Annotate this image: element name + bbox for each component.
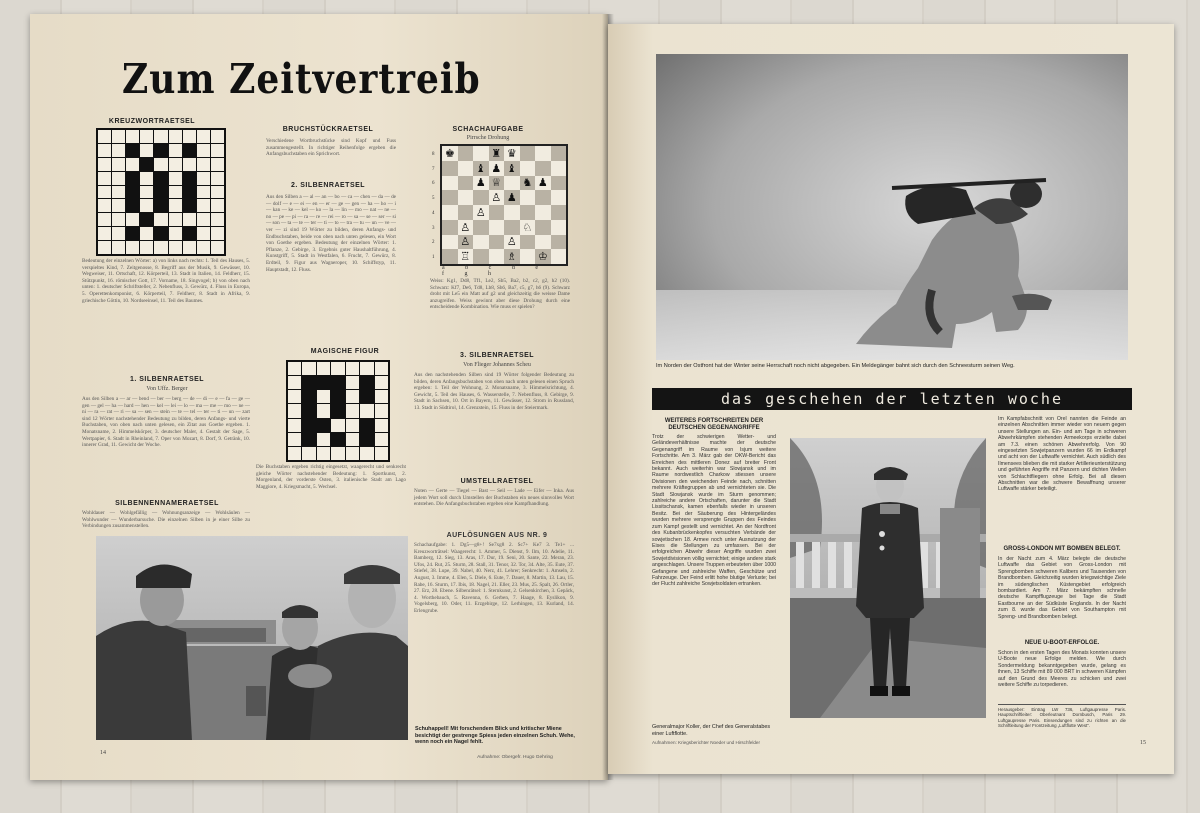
chess-square [473,235,489,250]
magic-figure-cell [375,433,388,446]
crossword-cell [211,227,224,240]
silbenraetsel2-text: Aus den Silben a — al — an — bo — ca — chen — da — de — dolf — e — ei — en — er — ge — gen — ha — ho — i — kan — ke — kel — ko — la — lin — mo — nat — ne — no — pe — pi — ra — re — rei — ro — sa — se — ser — si — son — ta — te — ter — ti — to — tra — tu — un — ve — ver — zi sind 19 Wörter zu bilden, deren Anfangs- und Endbuchstaben, beide von oben nach unten gelesen, ein Wort von Goethe ergeben. Bedeutung der einzelnen Wörter: 1. Pflanze, 2. Gebirge, 3. Ergebnis guter Haushaltführung, 4. Kunstgriff, 5. Stadt in Westfalen, 6. Frucht, 7. Gewürz, 8. Erdteil, 9. Figur aus Wagneroper, 10. Schiffstyp, 11. Hauptstadt, 12. Fluss. [266,194,396,273]
crossword-cell [183,241,196,254]
crossword-cell [211,144,224,157]
crossword-cell [197,199,210,212]
crossword-cell [98,241,111,254]
crossword-cell [169,213,182,226]
magic-figure-cell [288,447,301,460]
crossword-cell [98,227,111,240]
chess-square [504,176,520,191]
chess-square: ♙ [489,190,505,205]
crossword-cell [140,130,153,143]
snowstorm-photo-icon [656,54,1128,360]
weekly-news-banner: das geschehen der letzten woche [652,388,1132,410]
crossword-cell [197,241,210,254]
magic-figure-cell [302,404,315,417]
silbenraetsel1-author: Von Uffz. Berger [146,386,188,392]
chess-square: ♜ [489,146,505,161]
magic-figure-cell [346,433,359,446]
magic-figure-cell [331,390,344,403]
crossword-cell [154,241,167,254]
crossword-grid-icon [96,128,226,256]
left-page-number: 14 [100,750,106,756]
magic-figure-cell [288,404,301,417]
crossword-cell [169,158,182,171]
magic-figure-cell [360,419,373,432]
chess-rank-label: 1 [432,255,435,261]
crossword-cell [112,241,125,254]
chess-rank-label: 5 [432,196,435,202]
crossword-clues: Bedeutung der einzelnen Wörter: a) von links nach rechts: 1. Teil des Hauses, 5. verspieltes Kind, 7. Zeitgenosse, 8. Begriff aus der Musik, 9. Gewässer, 10. Wegweiser, 11. Ortschaft, 12. Körperteil, 13. Stadt in Italien, 14. Feldherr, 15. Stützpunkt, 16. römischer Gott, 17. Vorname, 18. Singvogel; b) von oben nach unten: 1. deutscher Schriftsteller, 2. Nebenfluss, 3. Gewürz, 4. Fluss in Europa, 5. Operettenkomponist, 6. Körperteil, 7. Feldherr, 8. Stadt in Afrika, 9. griechische Göttin, 10. Nordseeinsel, 11. Teil des Baumes. [82,258,250,304]
chess-square: ♔ [535,249,551,264]
col3-text-3: Schon in den ersten Tagen des Monats konnten unsere U-Boote neue Erfolge melden. Wie durch Sondermeldung bekanntgegeben wurde, gelang es ihnen, 13 Schiffe mit 89 000 BRT in schweren Kämpfen auf den Grund des Meeres zu schicken und zwei weitere Schiffe zu torpedieren. [998,650,1126,689]
chess-rank-label: 7 [432,166,435,172]
crossword-cell [169,227,182,240]
crossword-cell [197,130,210,143]
crossword-cell [197,144,210,157]
silbenraetsel3-author: Von Flieger Johannes Scheu [463,362,531,368]
officer-portrait-photo-icon [790,438,986,718]
col3-heading-2: NEUE U-BOOT-ERFOLGE. [1024,640,1100,646]
crossword-cell [98,158,111,171]
crossword-cell [98,213,111,226]
chess-board-icon [440,144,568,266]
portrait-caption: Generalmajor Koller, der Chef des Generalstabes einer Luftflotte. [652,724,771,737]
magic-figure-cell [331,433,344,446]
crossword-cell [98,199,111,212]
chess-square: ♙ [458,235,474,250]
crossword-cell [126,227,139,240]
crossword-cell [169,241,182,254]
magic-figure-cell [331,404,344,417]
chess-square: ♞ [520,176,536,191]
crossword-cell [112,227,125,240]
chess-square [520,190,536,205]
magic-figure-cell [360,447,373,460]
portrait-credit: Aufnahmen: Kriegsberichter Noeder und Hirschfelder [652,740,761,745]
magic-figure-grid-icon [286,360,390,462]
crossword-cell [126,241,139,254]
crossword-cell [183,213,196,226]
chess-square: ♙ [473,205,489,220]
magic-figure-cell [288,419,301,432]
magic-figure-cell [360,376,373,389]
chess-square [535,146,551,161]
chess-rank-label: 6 [432,181,435,187]
crossword-cell [98,186,111,199]
magic-figure-cell [302,433,315,446]
chess-square [535,190,551,205]
left-page [30,14,608,780]
crossword-cell [126,130,139,143]
aufloesungen-heading: AUFLÖSUNGEN AUS NR. 9 [446,532,548,539]
aufloesungen-text: Schachaufgabe: 1. Dg5—g8+! Se7xg8 2. Sc7+ Ke7 3. Te1+ ... Kreuzworträtsel: Waagerecht: 1. Ammer, 5. Dienst, 9. Ilm, 10. Adelie, 11. Bamberg, 12. Sieg, 13. Aras, 17. Dur, 19. Seni, 20. Sante, 22. Meran, 23. Ufos, 24. Rut, 25. Sturm, 28. Stall, 31. Tenor, 32. Tor, 34. Alte, 35. Eute, 37. Stiefel, 38. Lupe, 39. Nabel, 40. Nerz, 41. Lehrer; Senkrecht: 1. Amseln, 2. August, 3. Imme, 4. Elen, 5. Diele, 6. Eute, 7. Dauer, 8. Martin, 13. Lau, 15. Rabe, 16. Sturm, 17. Ibis, 18. Nagel, 21. Eller, 23. Mus, 25. Spalt, 26. Ortler, 27. Erz, 28. Ebene. Silbenrätsel: 1. Sternkunst, 2. Gelsenkirchen, 3. Gepäck, 4. Worthebauch, 5. Ravenna, 6. Gerben, 7. Haage, 8. Eyslikon, 9. Vogelsberg, 10. Oder, 11. Erzgebirge, 12. Lerhingen, 13. Kurland, 14. Erlengrube. [414,542,574,614]
magic-figure-cell [302,390,315,403]
magic-figure-heading: MAGISCHE FIGUR [310,348,380,355]
magic-figure-cell [331,447,344,460]
crossword-cell [112,130,125,143]
impressum-box: Herausgeber: Eintrag LW 736, Luftgaupresse Paris. Hauptschriftleiter: Oberleutnant Dornbusch, Paris 29. Luftgaupresse Paris. Einsendungen sind zu richten an die Schriftleitung der Frontzeitung „Luftflotte West“. [998,704,1126,741]
magic-figure-cell [288,390,301,403]
crossword-cell [154,213,167,226]
crossword-cell [112,144,125,157]
masthead-title: Zum Zeitvertreib [122,54,481,104]
chess-square [551,235,567,250]
crossword-cell [126,213,139,226]
chess-square [504,205,520,220]
crossword-cell [154,199,167,212]
chess-square: ♟ [473,176,489,191]
chess-square [473,220,489,235]
umstell-text: Noten — Gerte — Tiegel — Bast — Seil — Lade — Eifer — Inka. Aus jedem Wort soll durch Umstellen der Buchstaben ein neues sinnvolles Wort entstehen. Die Anfangsbuchstaben ergeben eine Kampfhandlung. [414,488,574,508]
silbennamen-text: Wohldauer — Wohlgefällig — Wohnungsanzeige — Wohlsäulen — Wohlwunder — Wunderbarsuche. Die einzelnen Silben in je einer Silbe zu Verbindungen zusammenstellen. [82,510,250,530]
chess-square [520,161,536,176]
crossword-cell [140,199,153,212]
crossword-cell [140,144,153,157]
chess-square [535,161,551,176]
crossword-cell [169,199,182,212]
chess-square [458,161,474,176]
crossword-cell [126,199,139,212]
chess-square: ♙ [504,235,520,250]
crossword-heading: KREUZWORTRAETSEL [108,118,196,125]
crossword-cell [154,130,167,143]
chess-square [551,161,567,176]
magic-figure-cell [331,362,344,375]
chess-square: ♛ [504,146,520,161]
crossword-cell [183,186,196,199]
crossword-cell [183,172,196,185]
crossword-cell [211,241,224,254]
chess-square [489,235,505,250]
magic-figure-cell [331,376,344,389]
chess-square [520,249,536,264]
chess-solution-text: Weiss: Kg1, Dd8, Tf1, Le2, Sb5, Ba2, b2, c2, g2, h2 (10). Schwarz: Kf7, De6, Td8, Lb8, Sh6, Ba7, c5, g7, h6 (9). Schwarz droht mit Le5 ein Matt auf g2 und gleichzeitig die weisse Dame anzugreifen. Weiss gewinnt aber diese Drohung durch eine entscheidende Kombination. Wie muss er spielen? [430,278,570,311]
chess-square: ♗ [504,249,520,264]
crossword-cell [140,241,153,254]
chess-subtitle: Pirrsche Drohung [466,135,510,141]
right-page-number: 15 [1140,740,1146,746]
magic-figure-cell [360,390,373,403]
magic-figure-cell [360,433,373,446]
crossword-cell [126,186,139,199]
magic-figure-cell [302,447,315,460]
magic-figure-cell [360,404,373,417]
crossword-cell [112,172,125,185]
magic-figure-cell [317,362,330,375]
crossword-cell [112,199,125,212]
magic-figure-cell [317,447,330,460]
silbenraetsel2-heading: 2. SILBENRAETSEL [290,182,366,189]
crossword-cell [112,186,125,199]
chess-square [442,220,458,235]
silbennamen-heading: SILBENNENNAMERAETSEL [115,500,219,507]
magic-figure-text: Die Buchstaben ergeben richtig eingesetzt, waagerecht und senkrecht gleiche Wörter nachstehender Bedeutung: 1. Sportkunst, 2. Morgenland, der vorderste Osten, 3. italienische Stadt am Lago Maggiore, 4. Kriegsmacht, 5. Wechsel. [256,464,406,490]
chess-square [535,235,551,250]
chess-rank-label: 2 [432,240,435,246]
magic-figure-cell [346,390,359,403]
chess-square [442,205,458,220]
crossword-cell [197,213,210,226]
magic-figure-cell [302,362,315,375]
soldiers-photo-credit: Aufnahme: Obergefr. Hugo Gehring [477,755,553,760]
crossword-cell [140,227,153,240]
chess-square: ♝ [504,161,520,176]
soldiers-photo-caption: Schuhappell! Mit forschendem Blick und kritischer Miene besichtigt der gestrenge Spiess jeden einzelnen Schuh. Wehe, wenn noch ein Nagel fehlt. [415,726,575,746]
crossword-cell [154,186,167,199]
chess-square: ♟ [535,176,551,191]
chess-square [551,249,567,264]
crossword-cell [126,144,139,157]
chess-square [551,176,567,191]
chess-rank-label: 8 [432,151,435,157]
bruchstueck-heading: BRUCHSTÜCKRAETSEL [282,126,374,133]
magic-figure-cell [346,362,359,375]
magic-figure-cell [375,376,388,389]
crossword-cell [211,130,224,143]
magic-figure-cell [375,419,388,432]
magic-figure-cell [317,376,330,389]
snowstorm-caption: Im Norden der Ostfront hat der Winter seine Herrschaft noch nicht abgegeben. Ein Meldegänger bahnt sich durch den Schneesturm seinen Weg. [656,363,1015,369]
crossword-cell [183,144,196,157]
chess-square [473,190,489,205]
bruchstueck-text: Verschiedene Wortbruchstücke sind Kopf und Fuss zusammengestellt. In richtiger Reihenfolge ergeben die Anfangsbuchstaben ein Sprichwort. [266,138,396,158]
umstell-heading: UMSTELLRAETSEL [460,478,534,485]
col3-text-2: In der Nacht zum 4. März belegte die deutsche Luftwaffe das Gebiet von Gross-London mit Sprengbomben schweren Kalibers und Tausenden von Brandbomben. Gleichzeitig wurden kriegswichtige Ziele im südenglischen Küstengebiet erfolgreich bombardiert. Am 7. März bekämpften schnelle deutsche Kampfflugzeuge bei Tage die Stadt Eastbourne an der Südküste Englands. In der Nacht zum 8. wurde das Gebiet von Southampton mit Spreng- und Brandbomben belegt. [998,556,1126,620]
crossword-cell [126,172,139,185]
col3-heading-1: GROSS-LONDON MIT BOMBEN BELEGT. [1003,546,1121,552]
crossword-cell [169,130,182,143]
chess-square: ♚ [442,146,458,161]
col1-text: Trotz der schwierigen Wetter- und Geländeverhältnisse machte der deutsche Gegenangriff im Raume von Isjum weitere Fortschritte. Am 3. März gab der OKW-Bericht das Erreichen des mittleren Donez auf breiter Front bekannt. Auch weiterhin war Slowjansk und im Raume nordwestlich Charkow stiessen unsere Divisionen den weichenden Feinde nach, schnitten mehrere Kräftegruppen ab und vernichteten sie. Die Stadt Slowjansk wurde im Sturm genommen; zahlreiche andere Ortschaften, darunter die Stadt Lissitschansk, kamen ebenfalls wieder in unseren Besitz. Bei der Säuberung des Hintergeländes wurden mehrere versprengte Gruppen des Feindes zum Kampf gestellt und vernichtet. An der Nordfront des Kubanbrückenkopfes versuchten Verbände der sowjetischen 18. Armee noch unter Ausnutzung der Eises die Stellungen zu umfassen. Bei der erfolgreichen Abwehr dieser Angriffe wurden zwei Sowjetdivisionen völlig vernichtet; einige andere stark angeschlagen. Unsere Truppen erbeuteten über 1000 Gefangene und zahlreiche Waffen, Geschütze und Fahrzeuge. Der Feind erlitt hohe blutige Verluste; bei der Flucht zahlreiche Sowjetsoldaten ertranken. [652,434,776,588]
chess-square [442,161,458,176]
magic-figure-cell [317,433,330,446]
crossword-cell [98,172,111,185]
crossword-cell [154,227,167,240]
magic-figure-cell [375,404,388,417]
crossword-cell [140,213,153,226]
magic-figure-cell [375,362,388,375]
chess-square: ♕ [489,176,505,191]
chess-square [551,220,567,235]
crossword-cell [211,158,224,171]
crossword-cell [197,158,210,171]
crossword-cell [154,144,167,157]
chess-square: ♘ [520,220,536,235]
magic-figure-cell [331,419,344,432]
chess-square [458,190,474,205]
chess-square [473,249,489,264]
crossword-cell [183,227,196,240]
crossword-cell [183,130,196,143]
chess-rank-label: 4 [432,210,435,216]
chess-square [520,235,536,250]
chess-rank-label: 3 [432,225,435,231]
chess-square [551,190,567,205]
magic-figure-cell [375,447,388,460]
magic-figure-cell [302,419,315,432]
magic-figure-cell [302,376,315,389]
crossword-cell [211,199,224,212]
magic-figure-cell [288,376,301,389]
magic-figure-cell [346,419,359,432]
chess-square [442,249,458,264]
magic-figure-cell [288,362,301,375]
crossword-cell [169,172,182,185]
crossword-cell [197,186,210,199]
chess-square: ♟ [489,161,505,176]
crossword-cell [98,130,111,143]
chess-square [535,220,551,235]
crossword-cell [98,144,111,157]
silbenraetsel3-heading: 3. SILBENRAETSEL [459,352,535,359]
chess-square: ♙ [458,220,474,235]
crossword-cell [197,172,210,185]
chess-square [473,146,489,161]
crossword-cell [126,158,139,171]
chess-square [520,146,536,161]
magic-figure-cell [288,433,301,446]
silbenraetsel1-heading: 1. SILBENRAETSEL [129,376,205,383]
crossword-cell [154,158,167,171]
chess-square [504,220,520,235]
chess-square [442,190,458,205]
crossword-cell [197,227,210,240]
chess-square [442,176,458,191]
crossword-cell [112,213,125,226]
chess-square [520,205,536,220]
crossword-cell [183,158,196,171]
magic-figure-cell [346,447,359,460]
chess-square [551,205,567,220]
col1-heading: WEITERES FORTSCHREITEN DER DEUTSCHEN GEGENANGRIFFE [664,418,764,431]
crossword-cell [112,158,125,171]
crossword-cell [154,172,167,185]
magic-figure-cell [346,376,359,389]
chess-square [489,205,505,220]
chess-square [489,220,505,235]
chess-square [489,249,505,264]
right-page [608,24,1174,774]
crossword-cell [140,158,153,171]
magic-figure-cell [346,404,359,417]
chess-heading: SCHACHAUFGABE [452,126,524,133]
chess-square: ♟ [504,190,520,205]
chess-square [442,235,458,250]
chess-square [458,176,474,191]
crossword-cell [211,186,224,199]
chess-square: ♝ [473,161,489,176]
magic-figure-cell [317,404,330,417]
crossword-cell [211,172,224,185]
chess-square [458,205,474,220]
crossword-cell [183,199,196,212]
magic-figure-cell [375,390,388,403]
chess-square [535,205,551,220]
crossword-cell [140,186,153,199]
silbenraetsel1-text: Aus den Silben a — ar — bend — ber — berg — de — di — e — fa — ge — gen — gel — ha — hard — hen — kel — lei — lo — ma — me — mo — ne — ni — ra — rat — ri — sa — sen — stein — te — tel — ter — ti — un — zart sind 12 Wörter nachstehender Bedeutung zu bilden, deren Anfangs- und vierte Buchstaben, von oben nach unten gelesen, ein Zitat aus Goethe ergeben. 1. Monatsname, 2. Himmelskörper, 3. deutscher Maler, 4. Gestalt der Sage, 5. Wertpapier, 6. Stadt in Rheinland, 7. Oper von Mozart, 8. Dorf, 9. Getränk, 10. innerer Grad, 11. Gewicht der Woche. [82,396,250,449]
chess-square [458,146,474,161]
chess-square [551,146,567,161]
soldiers-photo-icon [96,536,408,740]
chess-rank-labels [432,147,440,265]
chess-square: ♖ [458,249,474,264]
crossword-cell [169,186,182,199]
chess-file-labels: a b c d e f g h [442,265,548,277]
silbenraetsel3-text: Aus den nachstehenden Silben sind 19 Wörter folgender Bedeutung zu bilden, deren Anfangsbuchstaben von oben nach unten gelesen einen Spruch ergeben: 1. Teil der Wohnung, 2. Monatsname, 3. Himmelsrichtung, 4. Gewicht, 5. Teil des Hauses, 6. Wasserstelle, 7. Nebenfluss, 8. Gebirge, 9. Stadt in Sachsen, 10. Ort in Bayern, 11. Gewässer, 12. Strom in Russland, 13. Stadt in Südtirol, 14. Grenzstein, 15. Fluss in der Steiermark. [414,372,574,411]
col3-text-1: Im Kampfabschnitt von Orel nannten die Feinde an einzelnen Abschnitten immer wieder von neuem gegen unsere Stellungen an. Ein- und am Tage in schweren Abwehrkämpfen stehenden Armeekorps erzielte dabei am 7.3. einen schönen Abwehrerfolg. Von 90 eingesetzten Sowjetpanzern wurden 66 im Erdkampf und acht von der Luftwaffe vernichtet. Auch südlich des Ilmensees blieben die mit starker Artillerieunterstützung und geführten Angriffe mit Panzern und dichten Wellen von Schlachtfliegern ohne Erfolg. Bei all diesen Abschnitten war die schwere Bewaffnung unserer Luftwaffe stärker beteiligt. [998,416,1126,493]
crossword-cell [211,213,224,226]
magic-figure-cell [317,419,330,432]
crossword-cell [169,144,182,157]
crossword-cell [140,172,153,185]
magic-figure-cell [317,390,330,403]
magic-figure-cell [360,362,373,375]
